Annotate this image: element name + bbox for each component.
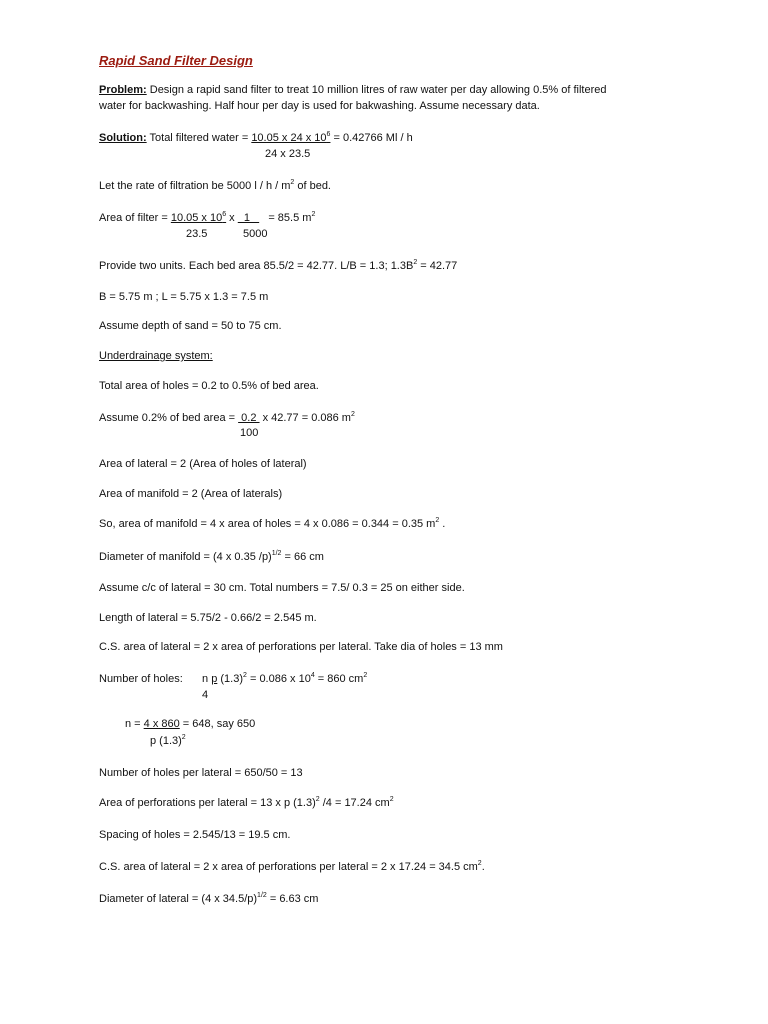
area-filter-num1-exp: 6 [222, 211, 227, 218]
solution-numerator [251, 132, 330, 144]
perf-area-exp: 2 [315, 796, 320, 803]
so-manifold-line [99, 518, 445, 531]
num-holes-expr [202, 673, 367, 686]
assume-area-line [99, 412, 355, 425]
num-holes-tail: = 0.086 x 10 [246, 673, 311, 685]
cs-area-2-tail: . [481, 861, 485, 873]
sand-depth-line: Assume depth of sand = 50 to 75 cm. [99, 320, 282, 332]
num-holes-den: 4 [202, 689, 209, 701]
solution-line [99, 132, 413, 145]
perf-area-exp2: 2 [389, 796, 394, 803]
two-units-line [99, 260, 457, 273]
problem-line-1 [99, 84, 606, 97]
assume-area-exp: 2 [350, 411, 355, 418]
perf-area-tail: /4 = 17.24 cm [319, 797, 390, 809]
two-units-tail: = 42.77 [417, 260, 458, 272]
dia-manifold-text: Diameter of manifold = (4 x 0.35 /p) [99, 551, 272, 563]
dia-lateral-tail: = 6.63 cm [266, 893, 319, 905]
solution-label: Solution: [99, 132, 147, 144]
two-units-text: Provide two units. Each bed area 85.5/2 = 42.77. L/B = 1.3; 1.3B [99, 260, 414, 272]
dia-lateral-line [99, 893, 318, 906]
so-manifold-text: So, area of manifold = 4 x area of holes = 4 x 0.086 = 0.344 = 0.35 m [99, 518, 436, 530]
area-filter-num1 [171, 212, 226, 224]
area-filter-times: x [226, 212, 238, 224]
n-calc-den-exp: 2 [181, 734, 186, 741]
n-calc-den-text: p (1.3) [150, 735, 182, 747]
assume-area-lead: Assume 0.2% of bed area = [99, 412, 239, 424]
rate-line [99, 180, 331, 193]
area-filter-eq: = 85.5 m [259, 212, 312, 224]
b-l-line: B = 5.75 m ; L = 5.75 x 1.3 = 7.5 m [99, 291, 269, 303]
so-manifold-tail: . [439, 518, 446, 530]
problem-label: Problem: [99, 84, 147, 96]
so-manifold-exp: 2 [435, 517, 440, 524]
dia-manifold-tail: = 66 cm [281, 551, 324, 563]
assume-area-den: 100 [240, 427, 259, 439]
holes-area-line: Total area of holes = 0.2 to 0.5% of bed area. [99, 380, 319, 392]
num-holes-exp3: 2 [363, 672, 368, 679]
dia-lateral-exp: 1/2 [257, 892, 267, 899]
num-holes-n: n [202, 673, 212, 685]
solution-num-text: 10.05 x 24 x 10 [251, 132, 327, 144]
n-calc-tail: = 648, say 650 [179, 718, 256, 730]
area-filter-num1-text: 10.05 x 10 [170, 212, 223, 224]
dia-manifold-exp: 1/2 [271, 550, 282, 557]
n-calc-num: 4 x 860 [143, 718, 180, 730]
perf-area-line [99, 797, 394, 810]
rate-tail: of bed. [294, 180, 331, 192]
n-calc-pre: n = [125, 718, 144, 730]
dia-manifold-line [99, 551, 324, 564]
cs-area-2-text: C.S. area of lateral = 2 x area of perforations per lateral = 2 x 17.24 = 34.5 cm [99, 861, 478, 873]
problem-text-1: Design a rapid sand filter to treat 10 million litres of raw water per day allowing 0.5% of filtered [146, 84, 607, 96]
n-calc-line [125, 718, 255, 731]
assume-area-tail: x 42.77 = 0.086 m [259, 412, 351, 424]
cc-lateral-line: Assume c/c of lateral = 30 cm. Total numbers = 7.5/ 0.3 = 25 on either side. [99, 582, 465, 594]
solution-num-exp: 6 [326, 131, 331, 138]
underdrainage-heading: Underdrainage system: [99, 350, 213, 362]
lateral-area-line: Area of lateral = 2 (Area of holes of lateral) [99, 458, 307, 470]
dia-lateral-text: Diameter of lateral = (4 x 34.5/p) [99, 893, 258, 905]
solution-denominator: 24 x 23.5 [265, 148, 311, 160]
rate-exp: 2 [290, 179, 295, 186]
area-filter-line [99, 212, 315, 225]
area-filter-den2: 5000 [243, 228, 268, 240]
perf-area-text: Area of perforations per lateral = 13 x p (1.3) [99, 797, 316, 809]
area-filter-lead: Area of filter = [99, 212, 171, 224]
cs-area-line-2 [99, 861, 485, 874]
two-units-exp: 2 [413, 259, 418, 266]
cs-area-2-exp: 2 [477, 860, 482, 867]
area-filter-eq-exp: 2 [311, 211, 316, 218]
page-title: Rapid Sand Filter Design [99, 53, 253, 68]
num-holes-p: p [211, 673, 218, 685]
solution-lead: Total filtered water = [146, 132, 252, 144]
solution-result: = 0.42766 Ml / h [330, 132, 413, 144]
num-holes-exp1: 2 [243, 672, 247, 679]
manifold-area-line: Area of manifold = 2 (Area of laterals) [99, 488, 283, 500]
num-holes-exp2: 4 [310, 672, 315, 679]
problem-line-2: water for backwashing. Half hour per day is used for bakwashing. Assume necessary data. [99, 100, 540, 112]
holes-per-lateral-line: Number of holes per lateral = 650/50 = 13 [99, 767, 303, 779]
length-lateral-line: Length of lateral = 5.75/2 - 0.66/2 = 2.545 m. [99, 612, 317, 624]
assume-area-num: 0.2 [238, 412, 260, 424]
n-calc-den [150, 735, 186, 748]
area-filter-den1: 23.5 [186, 228, 208, 240]
cs-area-line-1: C.S. area of lateral = 2 x area of perforations per lateral. Take dia of holes = 13 mm [99, 641, 503, 653]
spacing-line: Spacing of holes = 2.545/13 = 19.5 cm. [99, 829, 291, 841]
num-holes-end: = 860 cm [314, 673, 364, 685]
rate-text: Let the rate of filtration be 5000 l / h / m [99, 180, 291, 192]
num-holes-mid: (1.3) [217, 673, 243, 685]
area-filter-num2: 1 [237, 212, 260, 224]
num-holes-label: Number of holes: [99, 673, 183, 685]
